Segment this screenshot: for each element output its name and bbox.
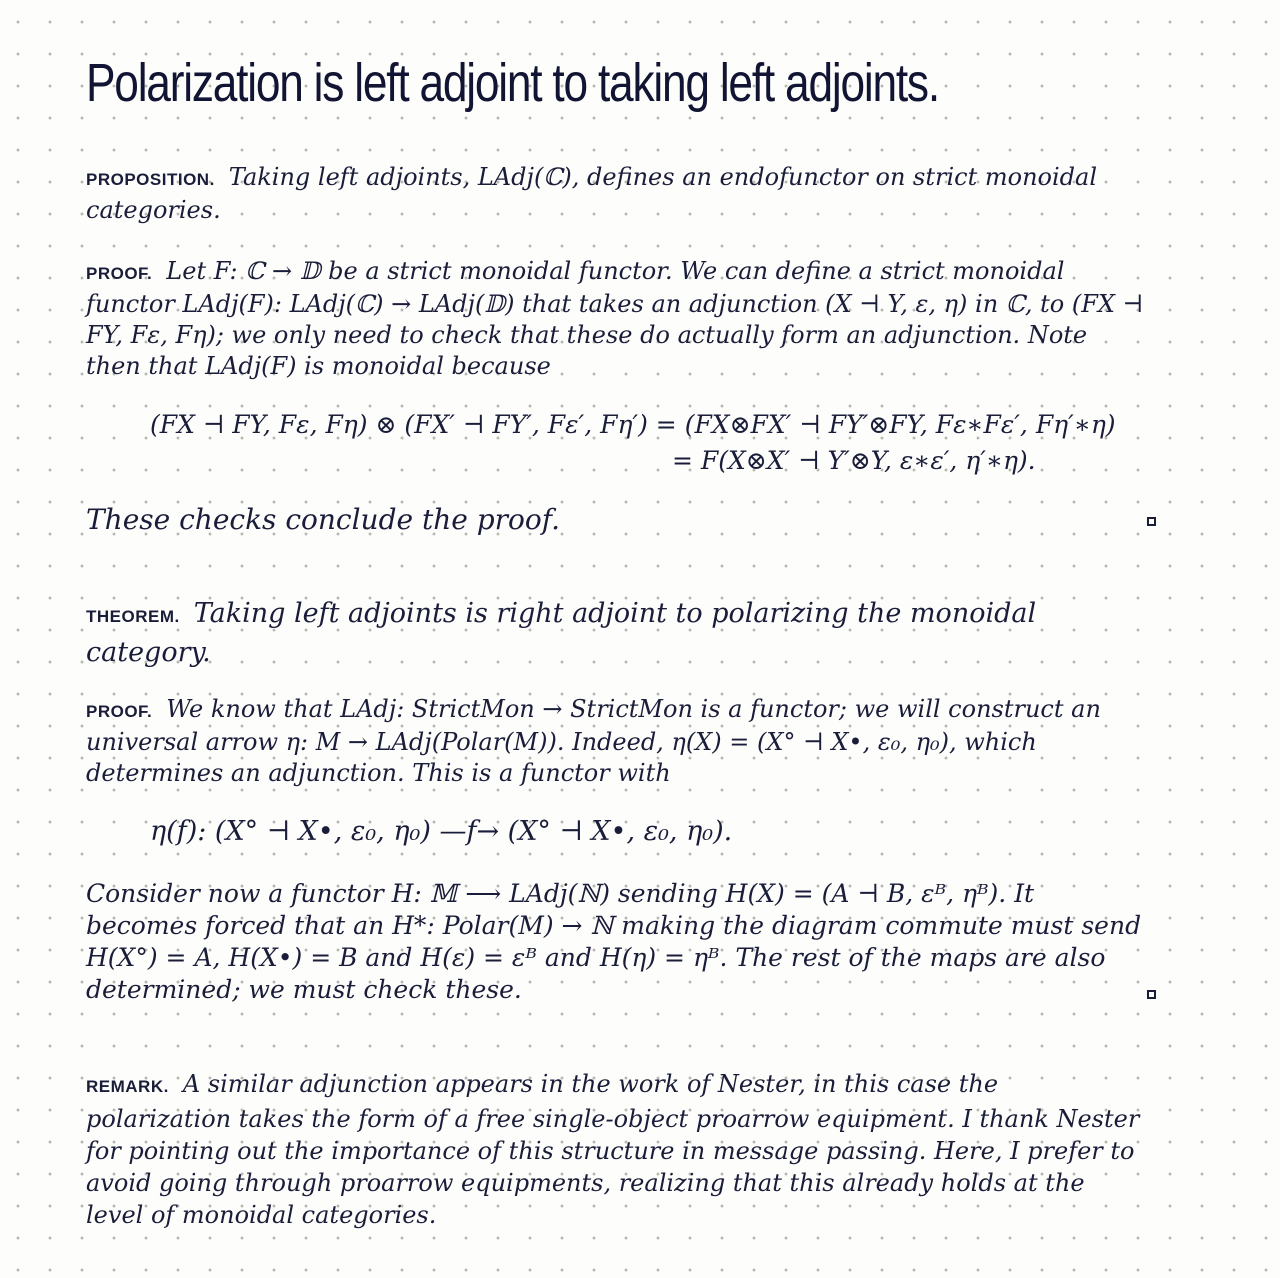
- proof-label: PROOF.: [86, 264, 153, 283]
- consider-paragraph: Consider now a functor H: 𝕄 ⟶ LAdj(ℕ) sending H(X) = (A ⊣ B, εᴮ, ηᴮ). It becomes forced that an H*: Polar(M) → ℕ making the diagram commute must send H(X°) = A, H(X•) = B and H(ε) = εᴮ and H(η) = ηᴮ. The rest of the maps are also determined; we must check these.: [86, 879, 1142, 1004]
- remark-label: REMARK.: [86, 1077, 169, 1096]
- qed-square-icon: [1147, 517, 1156, 526]
- qed-square-icon: [1147, 990, 1156, 999]
- monoidal-equation-line-1: (FX ⊣ FY, Fε, Fη) ⊗ (FX′ ⊣ FY′, Fε′, Fη′) = (FX⊗FX′ ⊣ FY′⊗FY, Fε∗Fε′, Fη′∗η): [150, 410, 1116, 439]
- functor-equation: η(f): (X° ⊣ X•, ε₀, η₀) —f→ (X° ⊣ X•, ε₀, η₀).: [150, 816, 733, 847]
- proof-block: [86, 256, 1146, 382]
- theorem-proof-label: PROOF.: [86, 702, 153, 721]
- theorem-block: [86, 596, 1146, 671]
- theorem-proof-text: We know that LAdj: StrictMon → StrictMon is a functor; we will construct an universal arrow η: M → LAdj(Polar(M)). Indeed, η(X) = (X° ⊣ X•, ε₀, η₀), which determines an adjunction. This is a functor with: [86, 695, 1101, 787]
- theorem-proof-block: [86, 694, 1146, 789]
- page-title: Polarization is left adjoint to taking left adjoints.: [86, 53, 939, 113]
- proposition-text: Taking left adjoints, LAdj(ℂ), defines an endofunctor on strict monoidal categories.: [86, 163, 1098, 224]
- remark-text: A similar adjunction appears in the work of Nester, in this case the polarization takes the form of a free single-object proarrow equipment. I thank Nester for pointing out the importance of this structure in message passing. Here, I prefer to avoid going through proarrow equipments, realizing that this already holds at the level of monoidal categories.: [86, 1070, 1140, 1229]
- proposition-label: PROPOSITION.: [86, 170, 215, 189]
- theorem-label: THEOREM.: [86, 607, 180, 626]
- proof-conclusion: These checks conclude the proof.: [86, 503, 561, 536]
- theorem-text: Taking left adjoints is right adjoint to polarizing the monoidal category.: [86, 598, 1037, 668]
- proof-text: Let F: ℂ → 𝔻 be a strict monoidal functor. We can define a strict monoidal functor LAdj(F): LAdj(ℂ) → LAdj(𝔻) that takes an adjunction (X ⊣ Y, ε, η) in ℂ, to (FX ⊣ FY, Fε, Fη); we only need to check that these do actually form an adjunction. Note then that LAdj(F) is monoidal because: [86, 257, 1144, 380]
- remark-block: [86, 1068, 1146, 1231]
- monoidal-equation-line-2: = F(X⊗X′ ⊣ Y′⊗Y, ε∗ε′, η′∗η).: [672, 446, 1036, 475]
- proposition-block: [86, 162, 1146, 226]
